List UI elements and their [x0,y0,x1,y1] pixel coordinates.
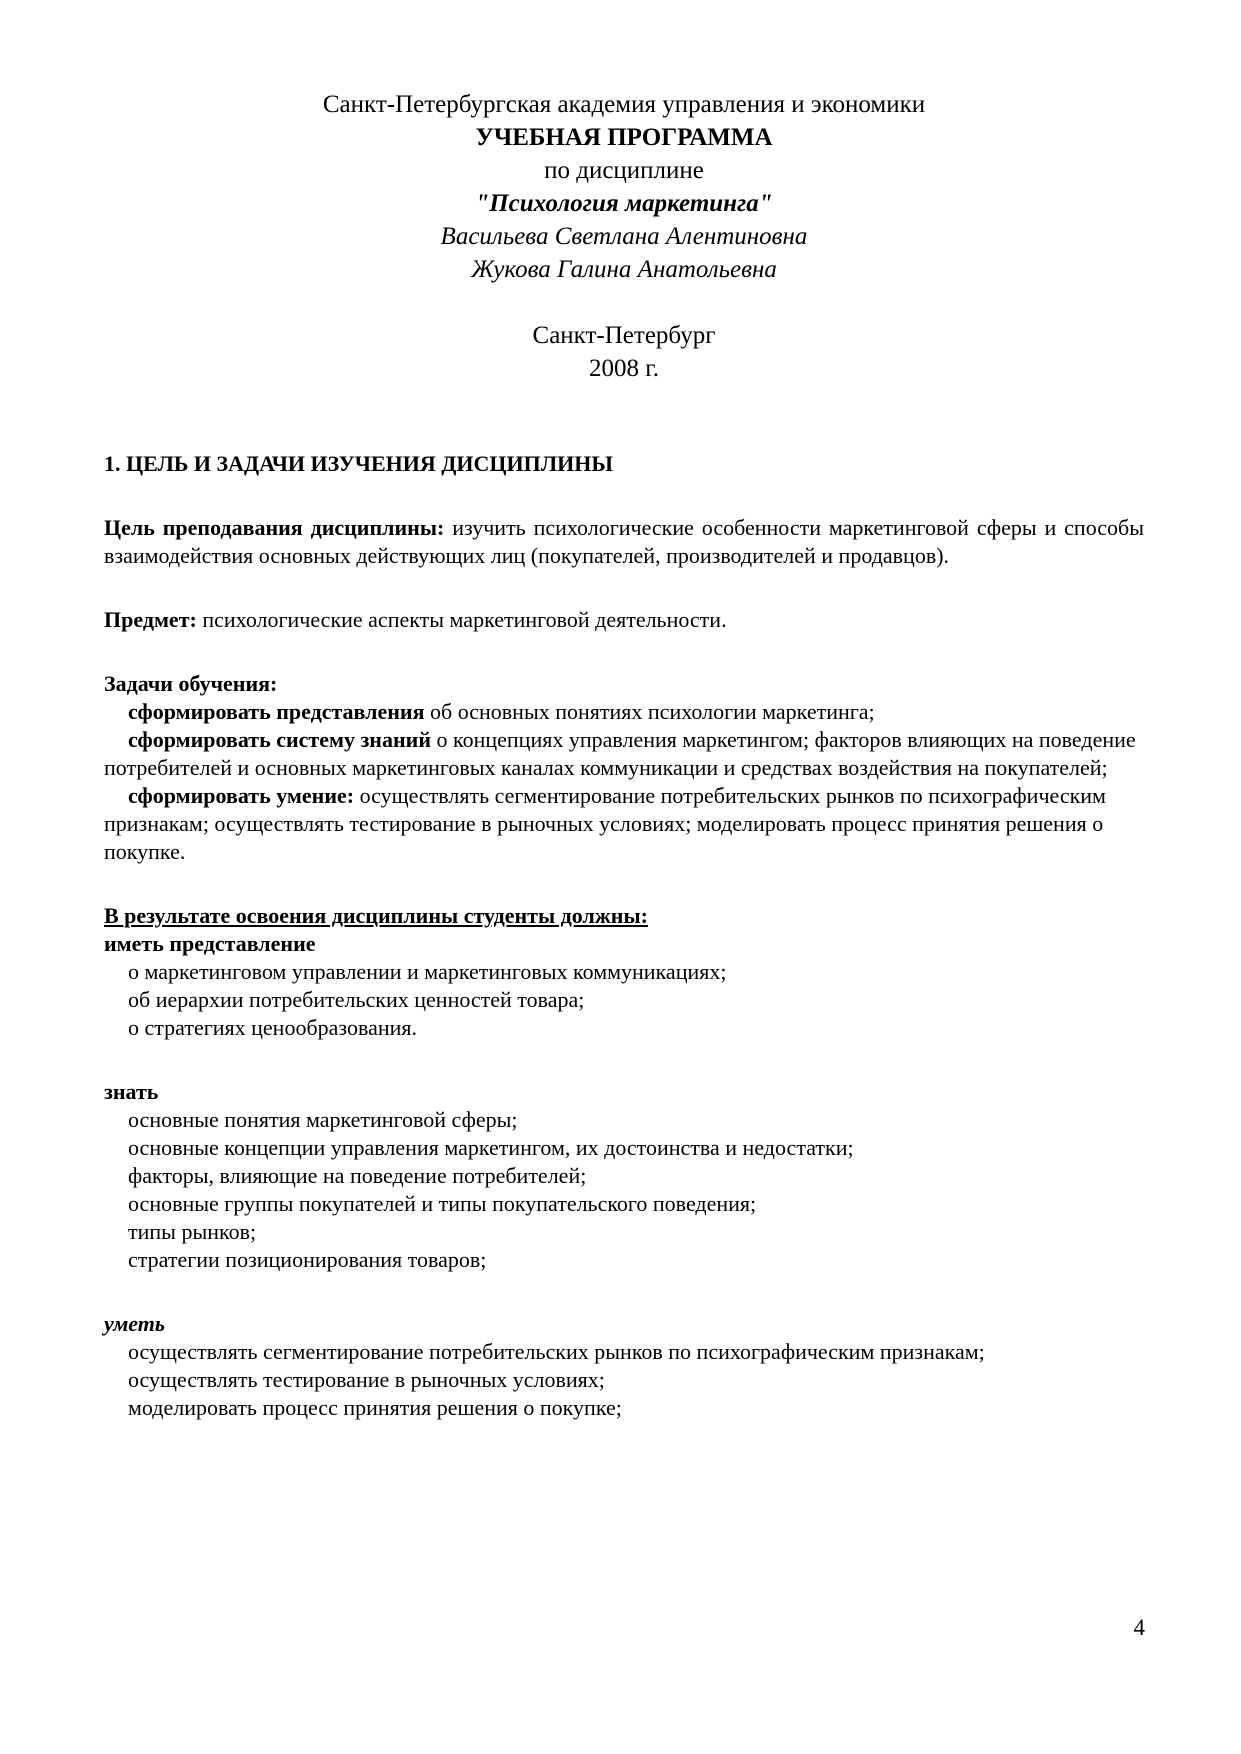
have-idea-label: иметь представление [104,931,316,956]
task-item: сформировать представления об основных понятиях психологии маркетинга; [128,699,875,724]
author-2: Жукова Галина Анатольевна [471,256,777,283]
list-item: осуществлять тестирование в рыночных условиях; [128,1367,605,1392]
goal-paragraph [104,514,1144,570]
list-item: основные понятия маркетинговой сферы; [128,1107,518,1132]
discipline-title: "Психология маркетинга" [475,190,773,217]
goal-text: изучить психологические особенности маркетинговой сферы и способы взаимодействия основных действующих лиц (покупателей, производителей и продавцов). [104,515,1144,568]
have-idea-list [104,958,1144,1042]
list-item: основные группы покупателей и типы покупательского поведения; [128,1191,757,1216]
results-heading: В результате освоения дисциплины студенты должны: [104,903,648,928]
list-item: стратегии позиционирования товаров; [128,1247,487,1272]
subject-text: психологические аспекты маркетинговой деятельности. [196,607,727,632]
document-type: УЧЕБНАЯ ПРОГРАММА [475,124,773,151]
document-body [104,450,1144,1422]
subject-label: Предмет: [104,607,197,632]
title-block [104,88,1144,385]
can-label: уметь [104,1311,165,1336]
section-heading: 1. ЦЕЛЬ И ЗАДАЧИ ИЗУЧЕНИЯ ДИСЦИПЛИНЫ [104,451,613,476]
know-list [104,1106,1144,1274]
list-item: типы рынков; [128,1219,257,1244]
list-item: моделировать процесс принятия решения о покупке; [128,1395,622,1420]
know-label: знать [104,1079,159,1104]
year: 2008 г. [589,355,659,382]
task-item: сформировать умение: осуществлять сегментирование потребительских рынков по психографическим признакам; осуществлять тестирование в рыночных условиях; моделировать процесс принятия решения о покупке. [104,783,1106,864]
academy-name: Санкт-Петербургская академия управления и экономики [322,91,926,118]
list-item: факторы, влияющие на поведение потребителей; [128,1163,587,1188]
goal-label: Цель преподавания дисциплины: [104,515,445,540]
list-item: об иерархии потребительских ценностей товара; [128,987,585,1012]
list-item: осуществлять сегментирование потребительских рынков по психографическим признакам; [128,1339,985,1364]
list-item: основные концепции управления маркетингом, их достоинства и недостатки; [128,1135,854,1160]
city: Санкт-Петербург [532,322,716,349]
tasks-label: Задачи обучения: [104,671,278,696]
author-1: Васильева Светлана Алентиновна [440,223,808,250]
list-item: о стратегиях ценообразования. [128,1015,417,1040]
task-item: сформировать систему знаний о концепциях управления маркетингом; факторов влияющих на поведение потребителей и основных маркетинговых каналах коммуникации и средствах воздействия на покупателей; [104,727,1136,780]
list-item: о маркетинговом управлении и маркетинговых коммуникациях; [128,959,727,984]
subject-paragraph [104,606,1144,634]
can-list [104,1338,1144,1422]
by-discipline-label: по дисциплине [544,157,704,184]
page-number: 4 [1133,1615,1145,1640]
